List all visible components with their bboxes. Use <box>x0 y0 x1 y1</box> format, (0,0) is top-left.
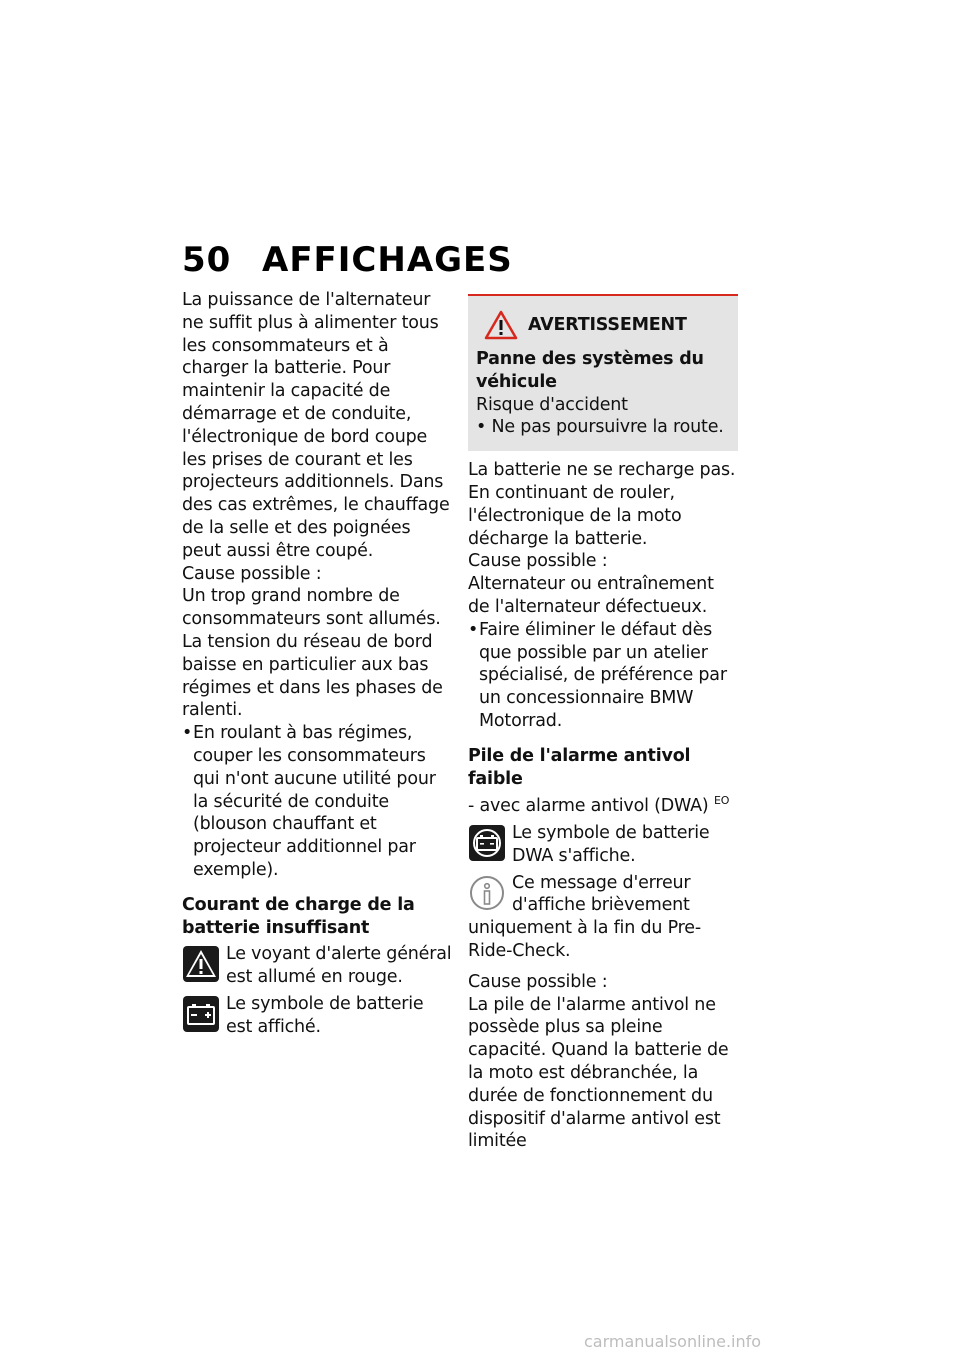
bullet-dot: • <box>182 723 193 744</box>
section-superscript: EO <box>713 794 730 808</box>
icon-row <box>468 872 738 963</box>
warning-triangle-icon <box>484 310 518 340</box>
bullet-text: En roulant à bas régimes, couper les consommateurs qui n'ont aucune utilité pour la sécurité de conduite (blouson chauffant et projecteur additionnel par exemple). <box>193 723 436 880</box>
warning-action: • Ne pas poursuivre la route. <box>476 417 724 438</box>
page-header <box>182 240 513 280</box>
intro-paragraph: La puissance de l'alternateur ne suffit plus à alimenter tous les consommateurs et à charger la batterie. Pour maintenir la capacité de démarrage et de conduite, l'électronique de bord coupe les prises de courant et les projecteurs additionnels. Dans des cas extrêmes, le chauffage de la selle et des poignées peut aussi être coupé. <box>182 290 450 561</box>
section-subheading-text: - avec alarme antivol (DWA) <box>468 796 709 817</box>
warning-header <box>484 310 730 340</box>
cause-text: Alternateur ou entraînement de l'alternateur défectueux. <box>468 574 714 617</box>
list-item <box>468 619 738 733</box>
dwa-battery-icon <box>468 824 506 862</box>
icon-description: Ce message d'erreur d'affiche brièvement uniquement à la fin du Pre-Ride-Check. <box>468 872 701 961</box>
battery-icon <box>182 995 220 1033</box>
right-column <box>468 289 738 1153</box>
info-icon <box>468 874 506 912</box>
cause-text: La pile de l'alarme antivol ne possède plus sa pleine capacité. Quand la batterie de la moto est débranchée, la durée de fonctionnement du dispositif d'alarme antivol est limitée <box>468 994 729 1152</box>
warning-title: Panne des systèmes du véhicule <box>476 349 704 392</box>
warning-label: AVERTISSEMENT <box>528 314 687 335</box>
icon-description: Le symbole de batterie est affiché. <box>226 993 424 1037</box>
section-heading: Pile de l'alarme antivol faible <box>468 745 691 789</box>
section-subheading <box>468 790 738 818</box>
watermark: carmanualsonline.info <box>584 1332 762 1351</box>
cause-label: Cause possible : <box>182 563 322 584</box>
paragraph: La batterie ne se recharge pas. En continuant de rouler, l'électronique de la moto décharge la batterie. <box>468 460 736 549</box>
icon-row <box>468 822 738 868</box>
warning-risk: Risque d'accident <box>476 394 628 415</box>
bullet-dot: • <box>468 619 479 640</box>
icon-row <box>182 993 452 1039</box>
list-item <box>182 722 452 882</box>
icon-description: Le voyant d'alerte général est allumé en rouge. <box>226 944 452 988</box>
section-heading: Courant de charge de la batterie insuffisant <box>182 894 415 938</box>
warning-box <box>468 294 738 451</box>
bullet-text: Faire éliminer le défaut dès que possible par un atelier spécialisé, de préférence par un concessionnaire BMW Motorrad. <box>479 619 727 731</box>
cause-label: Cause possible : <box>468 971 608 992</box>
warning-triangle-icon <box>182 945 220 983</box>
page-title: AFFICHAGES <box>262 240 513 280</box>
cause-label: Cause possible : <box>468 551 608 572</box>
icon-description: Le symbole de batterie DWA s'affiche. <box>512 822 710 866</box>
page-number: 50 <box>182 240 232 280</box>
left-column <box>182 289 452 1039</box>
cause-text: Un trop grand nombre de consommateurs sont allumés. La tension du réseau de bord baisse en particulier aux bas régimes et dans les phases de ralenti. <box>182 586 443 721</box>
icon-row <box>182 943 452 989</box>
